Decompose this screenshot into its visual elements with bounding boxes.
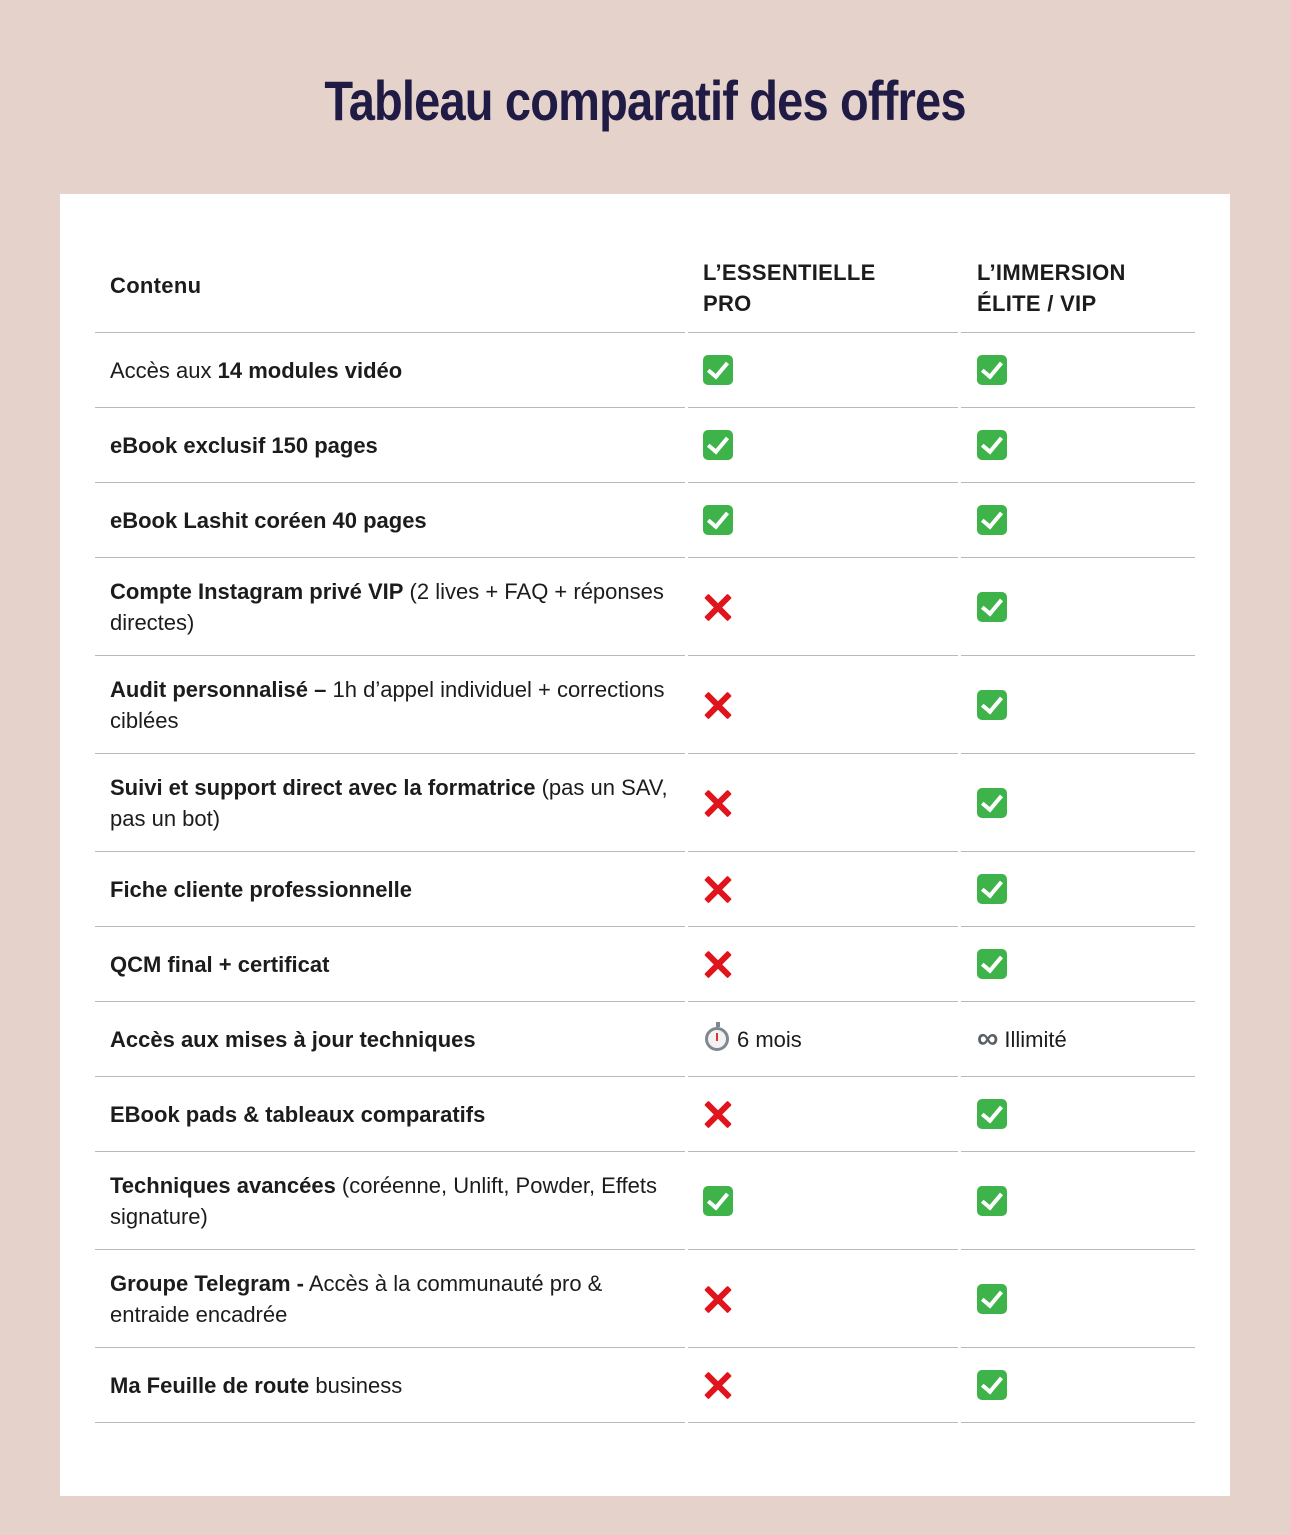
row-offer-essentielle-cell	[688, 1152, 958, 1250]
check-mark-icon	[977, 788, 1007, 818]
check-mark-icon	[703, 430, 733, 460]
row-text-bold: eBook exclusif 150 pages	[110, 432, 378, 458]
row-text-plain: Accès aux	[110, 357, 218, 383]
row-content-cell	[95, 1077, 685, 1152]
row-content-text	[110, 1370, 402, 1401]
row-text-plain: business	[309, 1372, 403, 1398]
check-mark-icon	[977, 592, 1007, 622]
table-row	[95, 1348, 1195, 1423]
header-offer-essentielle	[688, 238, 958, 333]
row-content-text	[110, 576, 673, 638]
header-content-label: Contenu	[110, 272, 202, 298]
stopwatch-icon	[705, 1027, 729, 1051]
comparison-table	[95, 238, 1195, 1423]
row-content-text	[110, 355, 402, 386]
row-text-bold: EBook pads & tableaux comparatifs	[110, 1101, 486, 1127]
row-content-text	[110, 505, 427, 536]
check-mark-icon	[977, 949, 1007, 979]
row-offer-essentielle-cell	[688, 656, 958, 754]
row-text-bold: Suivi et support direct avec la formatrice	[110, 774, 536, 800]
table-row	[95, 754, 1195, 852]
row-content-cell	[95, 1250, 685, 1348]
row-offer-essentielle-cell	[688, 1348, 958, 1423]
row-offer-immersion-cell	[961, 1348, 1195, 1423]
row-offer-value-text: 6 mois	[737, 1026, 802, 1052]
table-row	[95, 1152, 1195, 1250]
table-row	[95, 927, 1195, 1002]
row-offer-essentielle-cell	[688, 1002, 958, 1077]
row-content-text	[110, 430, 378, 461]
row-offer-essentielle-cell	[688, 754, 958, 852]
row-text-bold: Techniques avancées	[110, 1172, 336, 1198]
row-content-cell	[95, 333, 685, 408]
row-offer-essentielle-cell	[688, 558, 958, 656]
check-mark-icon	[977, 505, 1007, 535]
row-offer-essentielle-cell	[688, 408, 958, 483]
page-title: Tableau comparatif des offres	[324, 69, 966, 132]
row-content-cell	[95, 408, 685, 483]
header-offer-essentielle-line2: PRO	[703, 291, 752, 316]
row-offer-immersion-cell	[961, 1077, 1195, 1152]
row-content-text	[110, 1024, 476, 1055]
check-mark-icon	[977, 1186, 1007, 1216]
row-offer-essentielle-cell	[688, 927, 958, 1002]
row-content-text	[110, 949, 329, 980]
row-content-cell	[95, 1152, 685, 1250]
cross-mark-icon	[703, 874, 733, 904]
row-offer-essentielle-cell	[688, 1250, 958, 1348]
cross-mark-icon	[703, 788, 733, 818]
row-offer-essentielle-cell	[688, 852, 958, 927]
row-text-plain: (2 lives + FAQ + réponses directes)	[110, 578, 664, 635]
row-text-plain: Accès à la communauté pro & entraide encadrée	[110, 1270, 603, 1327]
row-text-bold: Ma Feuille de route	[110, 1372, 310, 1398]
row-offer-essentielle-cell	[688, 333, 958, 408]
row-offer-immersion-cell	[961, 483, 1195, 558]
infinity-icon: ∞	[977, 1022, 999, 1055]
row-offer-immersion-cell	[961, 1250, 1195, 1348]
row-content-text	[110, 1268, 673, 1330]
cross-mark-icon	[703, 592, 733, 622]
row-text-plain: 1h d’appel individuel + corrections ciblées	[110, 676, 665, 733]
row-content-cell	[95, 483, 685, 558]
table-row	[95, 852, 1195, 927]
table-row	[95, 558, 1195, 656]
row-offer-essentielle-cell	[688, 483, 958, 558]
row-text-bold: Audit personnalisé –	[110, 676, 327, 702]
check-mark-icon	[703, 505, 733, 535]
row-offer-essentielle-cell	[688, 1077, 958, 1152]
check-mark-icon	[977, 430, 1007, 460]
table-header-row	[95, 238, 1195, 333]
check-mark-icon	[977, 1099, 1007, 1129]
row-offer-immersion-cell	[961, 1002, 1195, 1077]
table-row	[95, 1250, 1195, 1348]
table-body	[95, 333, 1195, 1423]
header-offer-immersion-line1: L’IMMERSION	[977, 260, 1126, 285]
row-content-cell	[95, 558, 685, 656]
row-offer-immersion-cell	[961, 408, 1195, 483]
row-offer-immersion-cell	[961, 927, 1195, 1002]
table-row	[95, 1077, 1195, 1152]
cross-mark-icon	[703, 949, 733, 979]
table-row	[95, 483, 1195, 558]
row-text-bold: Compte Instagram privé VIP	[110, 578, 404, 604]
row-content-cell	[95, 927, 685, 1002]
header-offer-immersion-line2: ÉLITE / VIP	[977, 291, 1097, 316]
check-mark-icon	[977, 355, 1007, 385]
table-row	[95, 333, 1195, 408]
cross-mark-icon	[703, 1370, 733, 1400]
check-mark-icon	[977, 1284, 1007, 1314]
row-offer-immersion-cell	[961, 656, 1195, 754]
row-offer-immersion-cell	[961, 754, 1195, 852]
row-text-bold: 14 modules vidéo	[217, 357, 403, 383]
check-mark-icon	[703, 1186, 733, 1216]
header-content	[95, 238, 685, 333]
header-offer-immersion	[961, 238, 1195, 333]
row-content-cell	[95, 1002, 685, 1077]
check-mark-icon	[703, 355, 733, 385]
header-offer-immersion-label	[977, 257, 1126, 319]
row-text-plain: (pas un SAV, pas un bot)	[110, 774, 668, 831]
comparison-card	[60, 194, 1230, 1496]
row-offer-value	[977, 1024, 1067, 1055]
row-text-bold: QCM final + certificat	[110, 951, 330, 977]
row-content-cell	[95, 656, 685, 754]
row-text-bold: eBook Lashit coréen 40 pages	[110, 507, 427, 533]
row-content-cell	[95, 754, 685, 852]
check-mark-icon	[977, 874, 1007, 904]
table-row	[95, 408, 1195, 483]
header-offer-essentielle-label	[703, 257, 876, 319]
row-offer-value	[703, 1024, 802, 1055]
row-offer-immersion-cell	[961, 1152, 1195, 1250]
check-mark-icon	[977, 690, 1007, 720]
row-content-cell	[95, 1348, 685, 1423]
row-content-text	[110, 1099, 485, 1130]
row-offer-value-text: Illimité	[1004, 1026, 1067, 1052]
row-offer-immersion-cell	[961, 852, 1195, 927]
row-text-plain: (coréenne, Unlift, Powder, Effets signature)	[110, 1172, 658, 1229]
header-offer-essentielle-line1: L’ESSENTIELLE	[703, 260, 876, 285]
row-text-bold: Accès aux mises à jour techniques	[110, 1026, 476, 1052]
cross-mark-icon	[703, 1099, 733, 1129]
row-content-text	[110, 874, 412, 905]
row-offer-immersion-cell	[961, 333, 1195, 408]
row-text-bold: Groupe Telegram -	[110, 1270, 304, 1296]
row-text-bold: Fiche cliente professionnelle	[110, 876, 412, 902]
table-row	[95, 656, 1195, 754]
row-content-cell	[95, 852, 685, 927]
check-mark-icon	[977, 1370, 1007, 1400]
table-row	[95, 1002, 1195, 1077]
row-content-text	[110, 674, 673, 736]
row-content-text	[110, 772, 673, 834]
cross-mark-icon	[703, 1284, 733, 1314]
row-offer-immersion-cell	[961, 558, 1195, 656]
cross-mark-icon	[703, 690, 733, 720]
row-content-text	[110, 1170, 673, 1232]
